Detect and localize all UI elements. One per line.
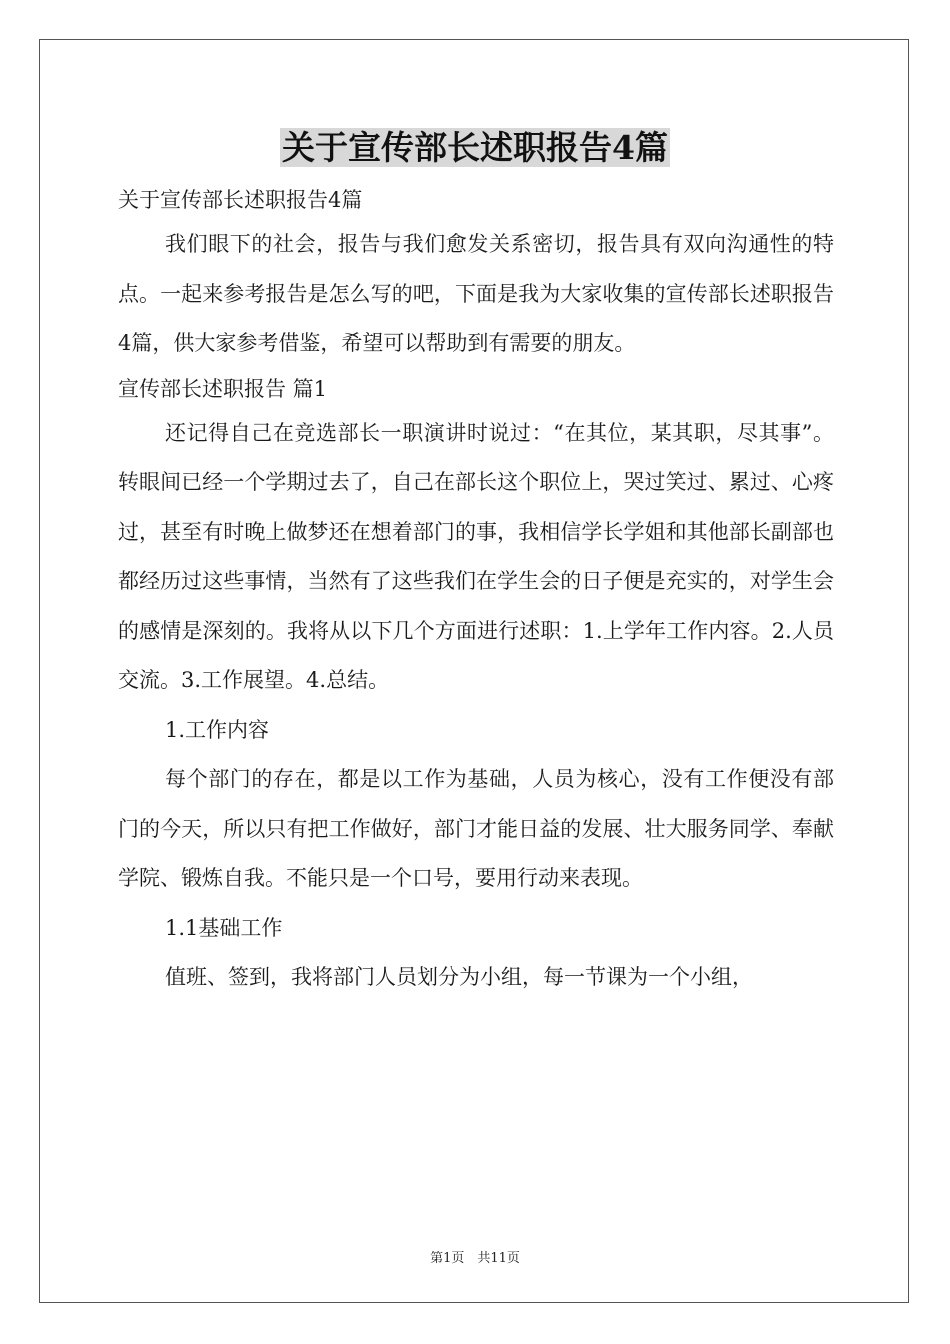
subsection-heading: 1.工作内容 <box>165 717 270 742</box>
document-body <box>118 180 834 1003</box>
document-title-text: 关于宣传部长述职报告4篇 <box>282 128 668 167</box>
document-title <box>0 128 950 168</box>
body-paragraph: 每个部门的存在，都是以工作为基础，人员为核心，没有工作便没有部门的今天，所以只有把工作做好，部门才能日益的发展、壮大服务同学、奉献学院、锻炼自我。不能只是一个口号，要用行动来表现。 <box>118 767 834 890</box>
intro-paragraph: 我们眼下的社会，报告与我们愈发关系密切，报告具有双向沟通性的特点。一起来参考报告是怎么写的吧，下面是我为大家收集的宣传部长述职报告4篇，供大家参考借鉴，希望可以帮助到有需要的朋友。 <box>118 232 834 355</box>
body-paragraph: 还记得自己在竞选部长一职演讲时说过：“在其位，某其职，尽其事”。转眼间已经一个学期过去了，自己在部长这个职位上，哭过笑过、累过、心疼过，甚至有时晚上做梦还在想着部门的事，我相信学长学姐和其他部长副部也都经历过这些事情，当然有了这些我们在学生会的日子便是充实的，对学生会的感情是深刻的。我将从以下几个方面进行述职：1.上学年工作内容。2.人员交流。3.工作展望。4.总结。 <box>118 420 834 692</box>
document-subtitle: 关于宣传部长述职报告4篇 <box>118 188 363 212</box>
subsection-heading: 1.1基础工作 <box>165 915 283 940</box>
body-paragraph: 值班、签到，我将部门人员划分为小组，每一节课为一个小组， <box>165 965 753 989</box>
page-number: 第1页 共11页 <box>430 1251 520 1266</box>
section-heading: 宣传部长述职报告 篇1 <box>118 376 328 401</box>
